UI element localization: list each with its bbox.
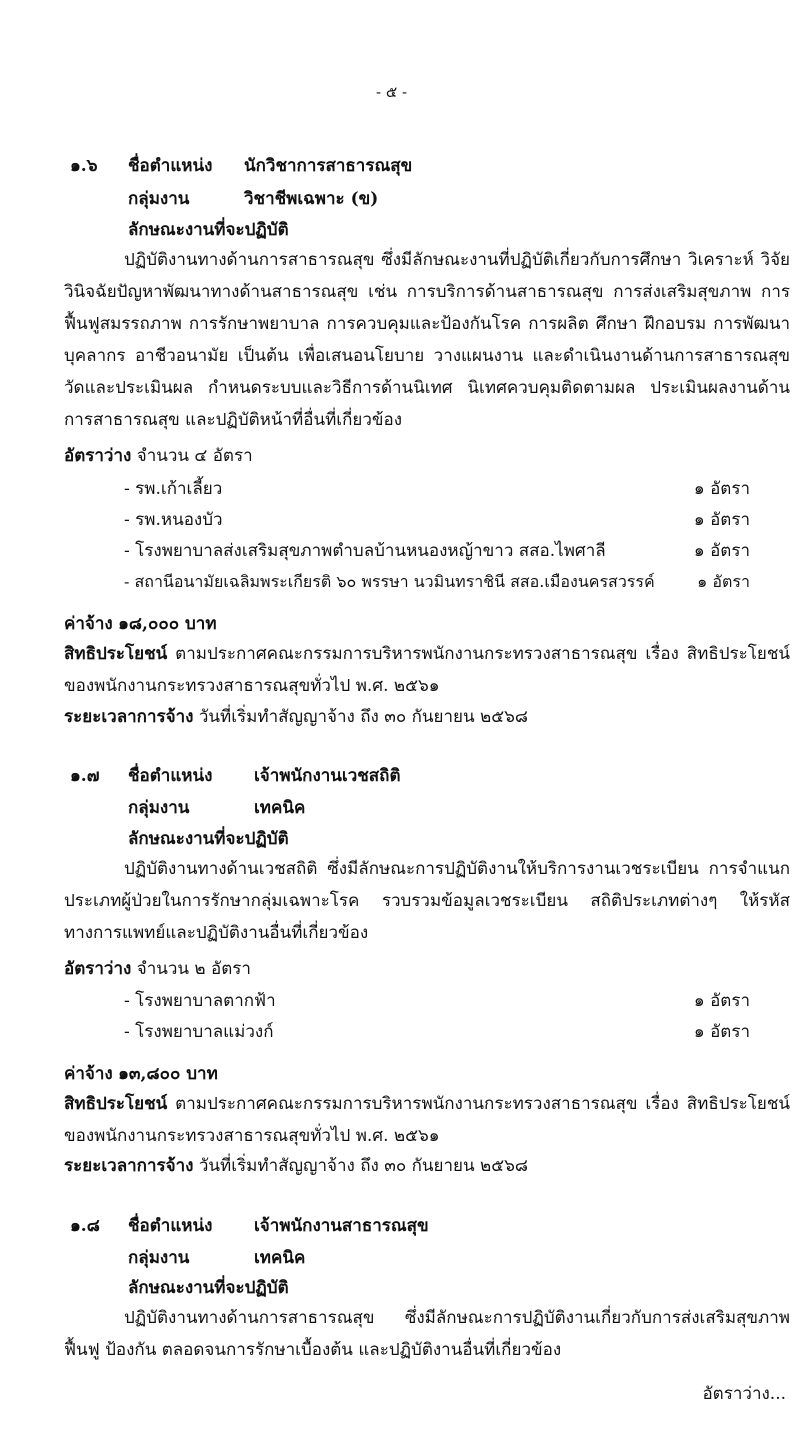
section-1-6-duty-label: ลักษณะงานที่จะปฏิบัติ (128, 220, 289, 240)
vacancy-row (124, 985, 750, 1017)
section-1-6-period-text: วันที่เริ่มทำสัญญาจ้าง ถึง ๓๐ กันยายน ๒๕๖๘ (198, 707, 529, 727)
vacancy-name: - รพ.หนองบัว (124, 510, 223, 530)
section-1-7-vacancy-label: อัตราว่าง (64, 959, 132, 979)
vacancy-row (124, 566, 750, 598)
vacancy-count: ๑ อัตรา (693, 1022, 750, 1042)
section-1-7-number: ๑.๗ (70, 766, 100, 786)
section-1-7-group-label: กลุ่มงาน (128, 798, 190, 818)
section-1-7-period-line (64, 1150, 790, 1182)
section-1-6-position-value: นักวิชาการสาธารณสุข (244, 156, 413, 176)
section-1-7-wage-label: ค่าจ้าง (64, 1064, 113, 1084)
section-1-6-position-label: ชื่อตำแหน่ง (128, 156, 213, 176)
section-1-7-vacancy-line (64, 953, 790, 985)
section-1-8-duty-paragraph (64, 1302, 790, 1366)
vacancy-name: - สถานีอนามัยเฉลิมพระเกียรติ ๖๐ พรรษา นวมินทราชินี สสอ.เมืองนครสวรรค์ (124, 572, 655, 591)
section-1-7-wage-line (64, 1058, 790, 1090)
section-1-8-duty-label: ลักษณะงานที่จะปฏิบัติ (128, 1278, 289, 1298)
vacancy-name: - โรงพยาบาลแม่วงก์ (124, 1022, 274, 1042)
section-1-8-position-value: เจ้าพนักงานสาธารณสุข (254, 1216, 429, 1236)
section-1-7-duty-label: ลักษณะงานที่จะปฏิบัติ (128, 829, 289, 849)
vacancy-count: ๑ อัตรา (693, 479, 750, 499)
section-1-7-benefit-paragraph (64, 1088, 790, 1152)
section-1-6-benefit-text: ตามประกาศคณะกรรมการบริหารพนักงานกระทรวงสาธารณสุข เรื่อง สิทธิประโยชน์ของพนักงานกระทรวงสาธารณสุขทั่วไป พ.ศ. ๒๕๖๑ (64, 644, 790, 696)
section-1-7-benefit-text: ตามประกาศคณะกรรมการบริหารพนักงานกระทรวงสาธารณสุข เรื่อง สิทธิประโยชน์ของพนักงานกระทรวงสาธารณสุขทั่วไป พ.ศ. ๒๕๖๑ (64, 1094, 790, 1146)
section-1-7-position-label: ชื่อตำแหน่ง (128, 766, 213, 786)
vacancy-row (124, 535, 750, 567)
section-1-7-position-value: เจ้าพนักงานเวชสถิติ (254, 766, 401, 786)
vacancy-row (124, 473, 750, 505)
section-1-7-period-label: ระยะเวลาการจ้าง (64, 1156, 194, 1176)
section-1-7-benefit-label: สิทธิประโยชน์ (64, 1094, 168, 1114)
section-1-6-vacancy-label: อัตราว่าง (64, 446, 132, 466)
vacancy-name: - โรงพยาบาลส่งเสริมสุขภาพตำบลบ้านหนองหญ้าขาว สสอ.ไพศาลี (124, 541, 606, 561)
vacancy-row (124, 1016, 750, 1048)
vacancy-count: ๑ อัตรา (693, 541, 750, 561)
section-1-6-vacancy-line (64, 440, 790, 472)
section-1-7-wage-text: ๑๓,๘๐๐ บาท (118, 1064, 218, 1084)
section-1-6-vacancy-text: จำนวน ๔ อัตรา (136, 446, 253, 466)
section-1-6-duty-paragraph (64, 244, 790, 436)
section-1-6-period-line (64, 701, 790, 733)
section-1-6-wage-line (64, 608, 790, 640)
section-1-8-group-label: กลุ่มงาน (128, 1248, 190, 1268)
section-1-8-number: ๑.๘ (70, 1216, 100, 1236)
section-1-7-group-value: เทคนิค (254, 798, 306, 818)
section-1-6-period-label: ระยะเวลาการจ้าง (64, 707, 194, 727)
section-1-6-wage-text: ๑๘,๐๐๐ บาท (118, 614, 217, 634)
vacancy-name: - รพ.เก้าเลี้ยว (124, 479, 223, 499)
section-1-8-group-value: เทคนิค (254, 1248, 306, 1268)
vacancy-count: ๑ อัตรา (693, 510, 750, 530)
section-1-6-number: ๑.๖ (70, 156, 98, 176)
section-1-6-group-label: กลุ่มงาน (128, 189, 190, 209)
vacancy-count: ๑ อัตรา (697, 572, 750, 591)
vacancy-name: - โรงพยาบาลตากฟ้า (124, 991, 276, 1011)
section-1-6-wage-label: ค่าจ้าง (64, 614, 113, 634)
continuation-text: อัตราว่าง... (702, 1384, 786, 1404)
section-1-6-duty-text: ปฏิบัติงานทางด้านการสาธารณสุข ซึ่งมีลักษณะงานที่ปฏิบัติเกี่ยวกับการศึกษา วิเคราะห์ วิจัย วินิจฉัยปัญหาพัฒนาทางด้านสาธารณสุข เช่น การบริการด้านสาธารณสุข การส่งเสริมสุขภาพ การฟื้นฟูสมรรถภาพ การรักษาพยาบาล การควบคุมและป้องกันโรค การผลิต ศึกษา ฝึกอบรม การพัฒนาบุคลากร อาชีวอนามัย เป็นต้น เพื่อเสนอนโยบาย วางแผนงาน และดำเนินงานด้านการสาธารณสุขวัดและประเมินผล กำหนดระบบและวิธีการด้านนิเทศ นิเทศควบคุมติดตามผล ประเมินผลงานด้าน การสาธารณสุข และปฏิบัติหน้าที่อื่นที่เกี่ยวข้อง (64, 250, 790, 430)
section-1-7-period-text: วันที่เริ่มทำสัญญาจ้าง ถึง ๓๐ กันยายน ๒๕๖๘ (198, 1156, 529, 1176)
section-1-7-vacancy-text: จำนวน ๒ อัตรา (136, 959, 251, 979)
section-1-6-benefit-paragraph (64, 638, 790, 702)
page-number: - ๕ - (376, 83, 408, 101)
section-1-7-duty-text: ปฏิบัติงานทางด้านเวชสถิติ ซึ่งมีลักษณะการปฏิบัติงานให้บริการงานเวชระเบียน การจำแนกประเภทผู้ป่วยในการรักษากลุ่มเฉพาะโรค รวบรวมข้อมูลเวชระเบียน สถิติประเภทต่างๆ ให้รหัสทางการแพทย์และปฏิบัติงานอื่นที่เกี่ยวข้อง (64, 859, 790, 943)
section-1-8-position-label: ชื่อตำแหน่ง (128, 1216, 213, 1236)
vacancy-count: ๑ อัตรา (693, 991, 750, 1011)
section-1-6-benefit-label: สิทธิประโยชน์ (64, 644, 168, 664)
section-1-8-duty-text: ปฏิบัติงานทางด้านการสาธารณสุข ซึ่งมีลักษณะการปฏิบัติงานเกี่ยวกับการส่งเสริมสุขภาพ ฟื้นฟู ป้องกัน ตลอดจนการรักษาเบื้องต้น และปฏิบัติงานอื่นที่เกี่ยวข้อง (64, 1308, 790, 1360)
section-1-6-group-value: วิชาชีพเฉพาะ (ข) (244, 189, 379, 209)
vacancy-row (124, 504, 750, 536)
section-1-7-duty-paragraph (64, 853, 790, 949)
